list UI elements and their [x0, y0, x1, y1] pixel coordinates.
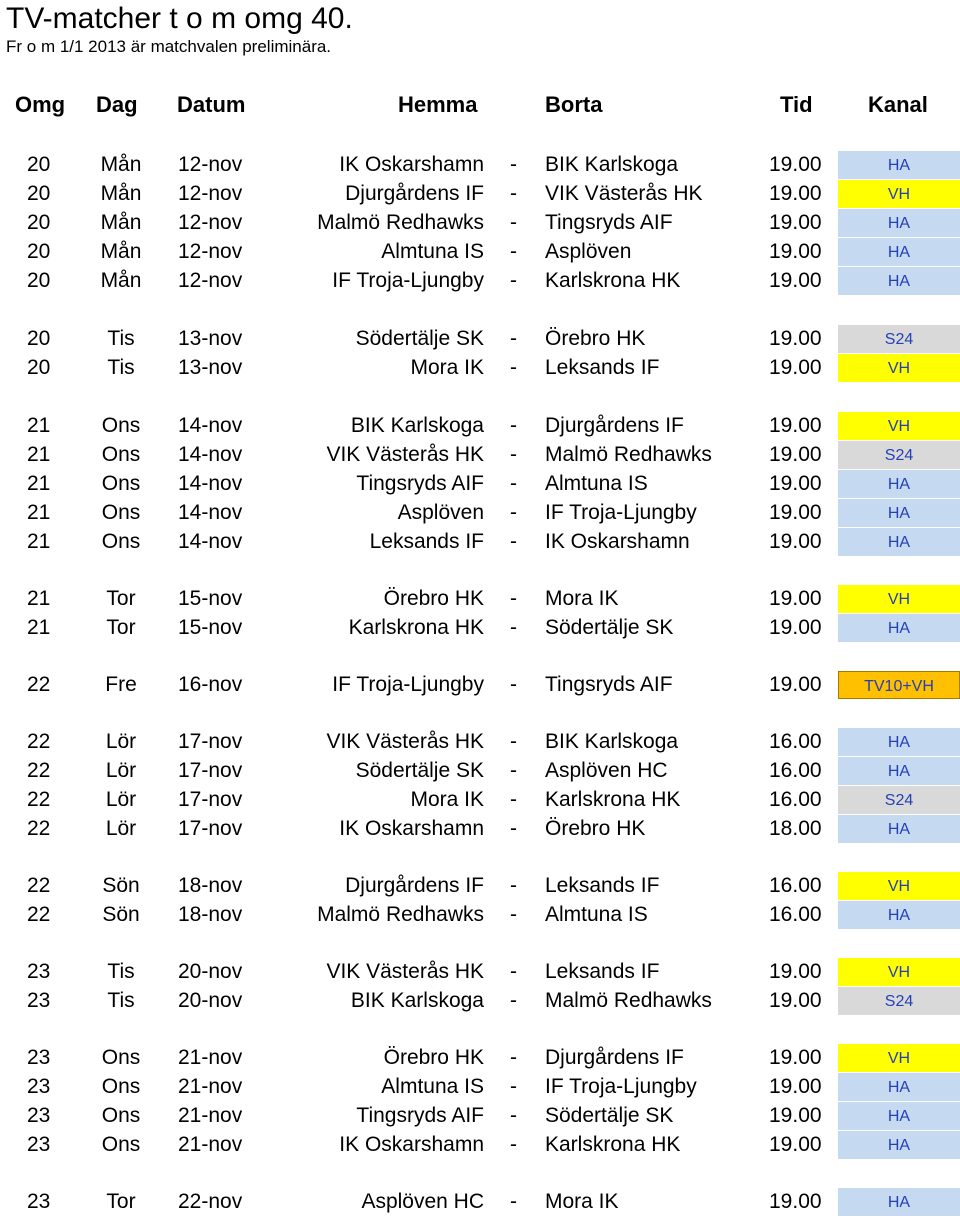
match-day: Tis: [107, 327, 135, 350]
table-row: [0, 1101, 960, 1130]
match-away-team: BIK Karlskoga: [545, 153, 679, 176]
header-datum: Datum: [177, 92, 246, 117]
match-separator: -: [510, 240, 517, 263]
table-row: [0, 411, 960, 440]
match-separator: -: [510, 587, 517, 610]
match-day: Ons: [101, 501, 141, 524]
match-away-team: Malmö Redhawks: [545, 989, 712, 1012]
match-home-team: BIK Karlskoga: [350, 414, 484, 437]
match-time: 19.00: [769, 1075, 822, 1098]
channel-badge: VH: [838, 412, 960, 440]
channel-badge: HA: [838, 528, 960, 556]
channel-badge: HA: [838, 901, 960, 929]
match-time: 16.00: [769, 759, 822, 782]
channel-badge: HA: [838, 815, 960, 843]
match-time: 16.00: [769, 903, 822, 926]
match-home-team: Almtuna IS: [381, 240, 484, 263]
page-title: TV-matcher t o m omg 40.: [6, 2, 353, 35]
match-separator: -: [510, 1190, 517, 1213]
match-round: 22: [27, 673, 51, 696]
match-away-team: Almtuna IS: [545, 903, 648, 926]
match-time: 19.00: [769, 616, 822, 639]
match-date: 14-nov: [178, 443, 243, 466]
match-date: 14-nov: [178, 414, 243, 437]
match-day: Mån: [100, 269, 142, 292]
match-away-team: Karlskrona HK: [545, 788, 681, 811]
match-date: 15-nov: [178, 616, 243, 639]
match-time: 19.00: [769, 1190, 822, 1213]
match-separator: -: [510, 1046, 517, 1069]
channel-badge: VH: [838, 585, 960, 613]
match-round: 20: [27, 153, 51, 176]
table-row: [0, 1043, 960, 1072]
match-round: 21: [27, 587, 51, 610]
match-home-team: Djurgårdens IF: [345, 874, 484, 897]
match-day: Tis: [107, 960, 135, 983]
match-time: 19.00: [769, 587, 822, 610]
match-time: 19.00: [769, 356, 822, 379]
match-round: 21: [27, 501, 51, 524]
match-date: 22-nov: [178, 1190, 243, 1213]
match-day: Tor: [106, 1190, 136, 1213]
match-day: Ons: [101, 472, 141, 495]
match-home-team: IF Troja-Ljungby: [332, 269, 484, 292]
match-away-team: BIK Karlskoga: [545, 730, 679, 753]
match-date: 12-nov: [178, 211, 243, 234]
match-away-team: Leksands IF: [545, 960, 660, 983]
match-time: 19.00: [769, 1133, 822, 1156]
table-row: [0, 208, 960, 237]
match-date: 13-nov: [178, 356, 243, 379]
match-round: 21: [27, 414, 51, 437]
match-round: 21: [27, 530, 51, 553]
match-home-team: Tingsryds AIF: [356, 472, 484, 495]
match-away-team: Södertälje SK: [545, 616, 674, 639]
match-away-team: Tingsryds AIF: [545, 673, 673, 696]
channel-badge: HA: [838, 151, 960, 179]
match-away-team: Mora IK: [545, 1190, 619, 1213]
match-day: Ons: [101, 1133, 141, 1156]
match-separator: -: [510, 759, 517, 782]
match-round: 23: [27, 960, 51, 983]
match-away-team: Asplöven HC: [545, 759, 668, 782]
match-home-team: Mora IK: [410, 356, 484, 379]
match-round: 22: [27, 730, 51, 753]
match-day: Ons: [101, 1075, 141, 1098]
header-borta: Borta: [545, 92, 603, 117]
match-time: 19.00: [769, 153, 822, 176]
match-time: 19.00: [769, 501, 822, 524]
match-round: 22: [27, 817, 51, 840]
match-round: 23: [27, 1104, 51, 1127]
match-time: 19.00: [769, 269, 822, 292]
match-separator: -: [510, 616, 517, 639]
match-home-team: Malmö Redhawks: [317, 903, 484, 926]
match-date: 17-nov: [178, 759, 243, 782]
match-separator: -: [510, 211, 517, 234]
match-day: Fre: [105, 673, 137, 696]
header-kanal: Kanal: [868, 92, 928, 117]
match-day: Sön: [102, 874, 140, 897]
table-row: [0, 986, 960, 1015]
channel-badge: HA: [838, 267, 960, 295]
table-row: [0, 237, 960, 266]
match-home-team: IK Oskarshamn: [339, 1133, 484, 1156]
match-home-team: Örebro HK: [383, 587, 484, 610]
match-away-team: IK Oskarshamn: [545, 530, 690, 553]
match-away-team: Djurgårdens IF: [545, 414, 684, 437]
channel-badge: S24: [838, 987, 960, 1015]
match-home-team: IF Troja-Ljungby: [332, 673, 484, 696]
match-day: Ons: [101, 414, 141, 437]
channel-badge: HA: [838, 470, 960, 498]
match-round: 23: [27, 1133, 51, 1156]
match-date: 12-nov: [178, 182, 243, 205]
table-row: [0, 1072, 960, 1101]
match-day: Sön: [102, 903, 140, 926]
table-row: [0, 613, 960, 642]
match-away-team: IF Troja-Ljungby: [545, 1075, 697, 1098]
channel-badge: TV10+VH: [838, 671, 960, 699]
match-time: 19.00: [769, 989, 822, 1012]
match-home-team: Tingsryds AIF: [356, 1104, 484, 1127]
channel-badge: VH: [838, 958, 960, 986]
match-round: 21: [27, 616, 51, 639]
match-round: 23: [27, 1046, 51, 1069]
match-home-team: BIK Karlskoga: [350, 989, 484, 1012]
match-away-team: Leksands IF: [545, 874, 660, 897]
header-omg: Omg: [15, 92, 66, 117]
match-date: 21-nov: [178, 1046, 243, 1069]
match-round: 23: [27, 989, 51, 1012]
channel-badge: HA: [838, 1131, 960, 1159]
match-separator: -: [510, 960, 517, 983]
channel-badge: HA: [838, 757, 960, 785]
match-time: 18.00: [769, 817, 822, 840]
match-date: 18-nov: [178, 903, 243, 926]
page-subtitle: Fr o m 1/1 2013 är matchvalen preliminära.: [6, 37, 332, 56]
match-round: 22: [27, 759, 51, 782]
match-time: 19.00: [769, 1104, 822, 1127]
table-row: [0, 584, 960, 613]
match-separator: -: [510, 730, 517, 753]
table-row: [0, 440, 960, 469]
channel-badge: HA: [838, 1188, 960, 1216]
match-separator: -: [510, 182, 517, 205]
match-day: Mån: [100, 240, 142, 263]
match-day: Lör: [105, 817, 137, 840]
match-day: Ons: [101, 1046, 141, 1069]
match-date: 20-nov: [178, 989, 243, 1012]
channel-badge: HA: [838, 238, 960, 266]
channel-badge: HA: [838, 499, 960, 527]
match-day: Lör: [105, 759, 137, 782]
match-separator: -: [510, 327, 517, 350]
match-separator: -: [510, 1075, 517, 1098]
match-separator: -: [510, 673, 517, 696]
match-home-team: IK Oskarshamn: [339, 153, 484, 176]
channel-badge: S24: [838, 786, 960, 814]
channel-badge: HA: [838, 209, 960, 237]
match-separator: -: [510, 903, 517, 926]
table-row: [0, 670, 960, 699]
match-separator: -: [510, 153, 517, 176]
channel-badge: VH: [838, 1044, 960, 1072]
table-row: [0, 179, 960, 208]
match-time: 19.00: [769, 673, 822, 696]
match-separator: -: [510, 817, 517, 840]
match-day: Lör: [105, 788, 137, 811]
match-date: 21-nov: [178, 1075, 243, 1098]
match-away-team: Djurgårdens IF: [545, 1046, 684, 1069]
table-row: [0, 756, 960, 785]
match-away-team: VIK Västerås HK: [545, 182, 703, 205]
table-row: [0, 324, 960, 353]
match-time: 19.00: [769, 960, 822, 983]
match-away-team: Mora IK: [545, 587, 619, 610]
match-date: 12-nov: [178, 269, 243, 292]
match-away-team: Almtuna IS: [545, 472, 648, 495]
match-away-team: Örebro HK: [545, 327, 646, 350]
match-separator: -: [510, 472, 517, 495]
match-time: 16.00: [769, 788, 822, 811]
match-separator: -: [510, 269, 517, 292]
match-separator: -: [510, 414, 517, 437]
match-home-team: Leksands IF: [369, 530, 484, 553]
channel-badge: S24: [838, 325, 960, 353]
match-date: 14-nov: [178, 501, 243, 524]
match-home-team: IK Oskarshamn: [339, 817, 484, 840]
match-time: 16.00: [769, 874, 822, 897]
match-day: Ons: [101, 530, 141, 553]
match-day: Lör: [105, 730, 137, 753]
match-date: 14-nov: [178, 472, 243, 495]
match-day: Mån: [100, 153, 142, 176]
channel-badge: HA: [838, 614, 960, 642]
match-date: 18-nov: [178, 874, 243, 897]
match-time: 19.00: [769, 240, 822, 263]
match-round: 20: [27, 327, 51, 350]
match-day: Ons: [101, 443, 141, 466]
match-day: Tis: [107, 989, 135, 1012]
channel-badge: HA: [838, 1102, 960, 1130]
match-time: 19.00: [769, 530, 822, 553]
match-date: 21-nov: [178, 1104, 243, 1127]
channel-badge: VH: [838, 354, 960, 382]
match-time: 19.00: [769, 211, 822, 234]
match-date: 17-nov: [178, 730, 243, 753]
match-date: 16-nov: [178, 673, 243, 696]
table-row: [0, 900, 960, 929]
channel-badge: S24: [838, 441, 960, 469]
channel-badge: VH: [838, 180, 960, 208]
table-row: [0, 785, 960, 814]
match-date: 13-nov: [178, 327, 243, 350]
match-home-team: Almtuna IS: [381, 1075, 484, 1098]
match-day: Mån: [100, 182, 142, 205]
match-home-team: VIK Västerås HK: [326, 730, 484, 753]
channel-badge: HA: [838, 1073, 960, 1101]
match-time: 19.00: [769, 414, 822, 437]
table-row: [0, 1130, 960, 1159]
match-away-team: Asplöven: [545, 240, 632, 263]
match-separator: -: [510, 356, 517, 379]
match-day: Tis: [107, 356, 135, 379]
match-home-team: Södertälje SK: [355, 327, 484, 350]
table-row: [0, 957, 960, 986]
match-round: 20: [27, 240, 51, 263]
match-separator: -: [510, 443, 517, 466]
match-separator: -: [510, 1133, 517, 1156]
match-round: 23: [27, 1075, 51, 1098]
match-away-team: Tingsryds AIF: [545, 211, 673, 234]
match-round: 20: [27, 182, 51, 205]
channel-badge: VH: [838, 872, 960, 900]
match-date: 12-nov: [178, 153, 243, 176]
match-time: 19.00: [769, 443, 822, 466]
match-day: Mån: [100, 211, 142, 234]
match-date: 21-nov: [178, 1133, 243, 1156]
match-away-team: Södertälje SK: [545, 1104, 674, 1127]
match-day: Ons: [101, 1104, 141, 1127]
table-row: [0, 266, 960, 295]
table-row: [0, 1187, 960, 1216]
match-away-team: Örebro HK: [545, 817, 646, 840]
match-time: 19.00: [769, 1046, 822, 1069]
match-home-team: Södertälje SK: [355, 759, 484, 782]
table-row: [0, 814, 960, 843]
match-away-team: Karlskrona HK: [545, 269, 681, 292]
table-row: [0, 871, 960, 900]
match-separator: -: [510, 530, 517, 553]
match-separator: -: [510, 989, 517, 1012]
match-date: 15-nov: [178, 587, 243, 610]
match-away-team: IF Troja-Ljungby: [545, 501, 697, 524]
match-home-team: VIK Västerås HK: [326, 443, 484, 466]
table-row: [0, 353, 960, 382]
header-hemma: Hemma: [398, 92, 478, 117]
match-home-team: Mora IK: [410, 788, 484, 811]
match-date: 17-nov: [178, 817, 243, 840]
table-row: [0, 527, 960, 556]
table-row: [0, 727, 960, 756]
table-row: [0, 469, 960, 498]
match-date: 12-nov: [178, 240, 243, 263]
match-round: 22: [27, 874, 51, 897]
match-separator: -: [510, 1104, 517, 1127]
match-home-team: Asplöven HC: [361, 1190, 484, 1213]
match-time: 19.00: [769, 182, 822, 205]
match-separator: -: [510, 788, 517, 811]
match-day: Tor: [106, 587, 136, 610]
match-round: 20: [27, 269, 51, 292]
match-separator: -: [510, 501, 517, 524]
match-day: Tor: [106, 616, 136, 639]
match-round: 21: [27, 472, 51, 495]
match-home-team: VIK Västerås HK: [326, 960, 484, 983]
match-date: 17-nov: [178, 788, 243, 811]
match-date: 20-nov: [178, 960, 243, 983]
header-tid: Tid: [780, 92, 813, 117]
channel-badge: HA: [838, 728, 960, 756]
match-round: 23: [27, 1190, 51, 1213]
table-row: [0, 498, 960, 527]
match-away-team: Malmö Redhawks: [545, 443, 712, 466]
match-time: 19.00: [769, 327, 822, 350]
table-row: [0, 150, 960, 179]
match-time: 19.00: [769, 472, 822, 495]
match-round: 22: [27, 788, 51, 811]
match-date: 14-nov: [178, 530, 243, 553]
match-home-team: Örebro HK: [383, 1046, 484, 1069]
match-home-team: Asplöven: [397, 501, 484, 524]
match-time: 16.00: [769, 730, 822, 753]
header-dag: Dag: [96, 92, 138, 117]
match-home-team: Malmö Redhawks: [317, 211, 484, 234]
match-separator: -: [510, 874, 517, 897]
match-home-team: Djurgårdens IF: [345, 182, 484, 205]
match-round: 20: [27, 211, 51, 234]
match-away-team: Karlskrona HK: [545, 1133, 681, 1156]
match-round: 20: [27, 356, 51, 379]
match-away-team: Leksands IF: [545, 356, 660, 379]
match-round: 21: [27, 443, 51, 466]
match-home-team: Karlskrona HK: [348, 616, 484, 639]
match-round: 22: [27, 903, 51, 926]
